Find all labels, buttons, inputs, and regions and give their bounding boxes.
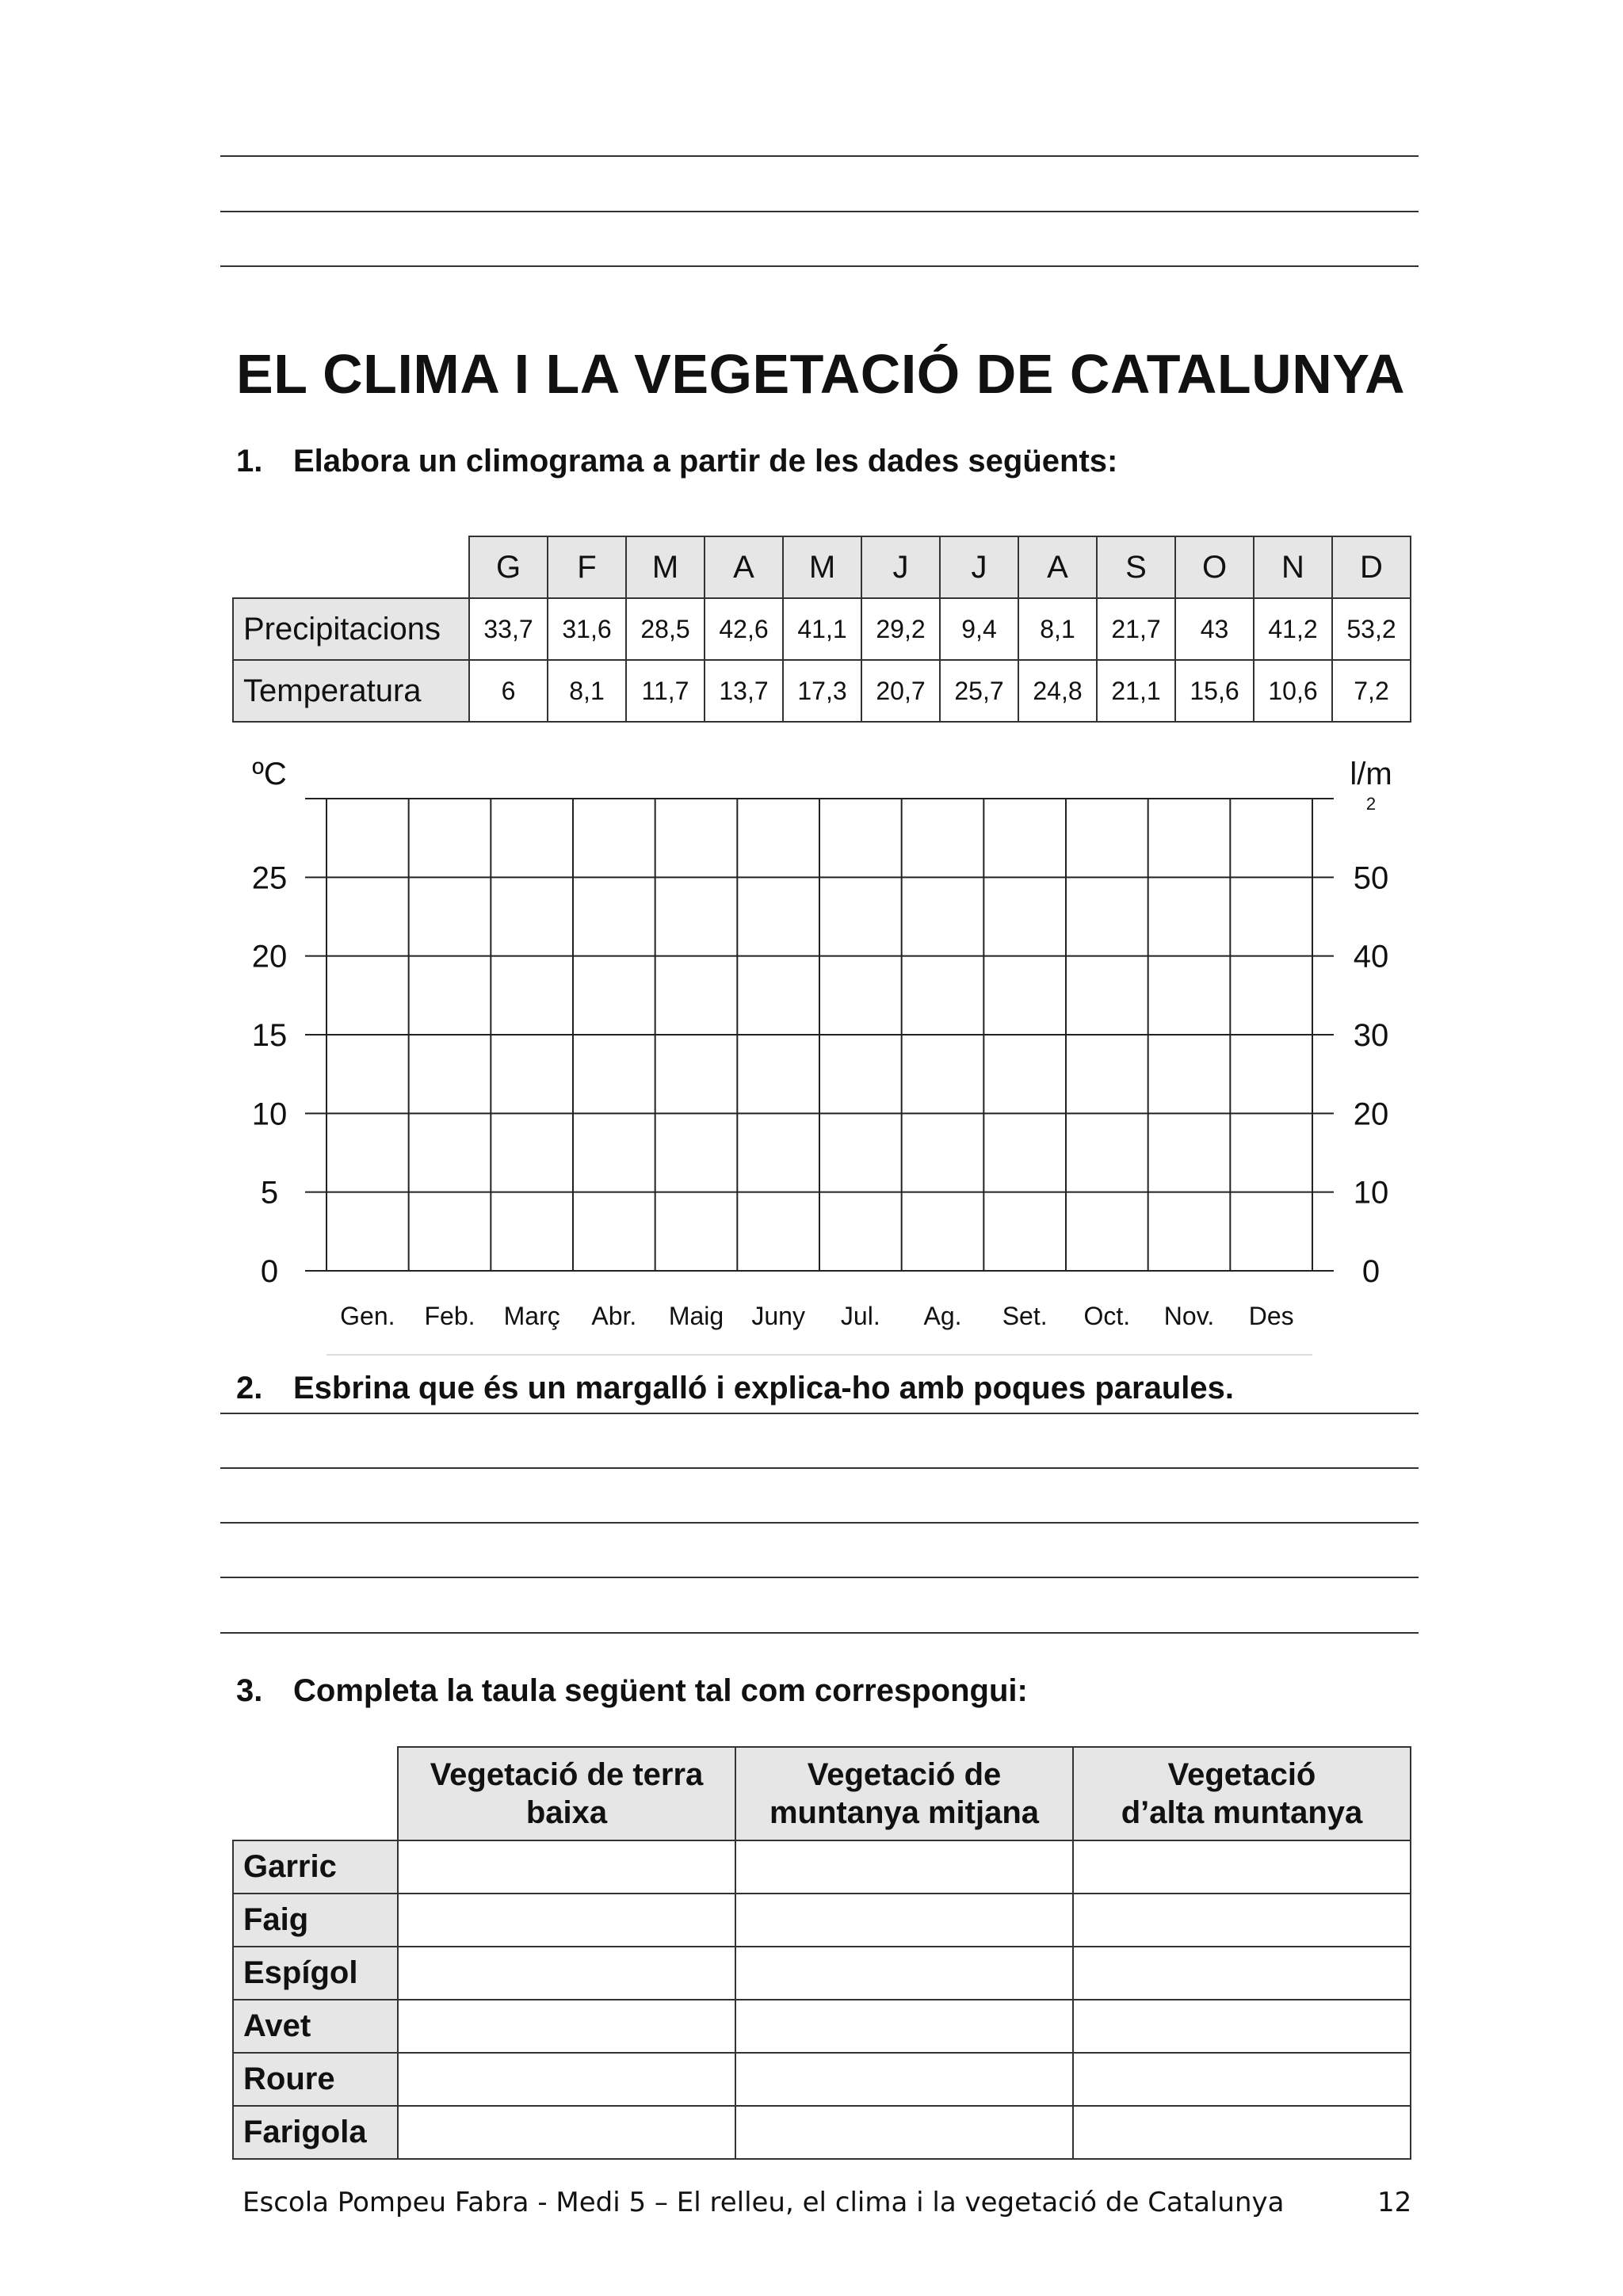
temperature-value: 10,6 — [1254, 660, 1332, 722]
writing-line — [220, 211, 1419, 212]
left-axis-unit: ºC — [252, 757, 287, 791]
x-tick-label: Juny — [751, 1302, 805, 1330]
climate-data-table — [232, 536, 1411, 723]
right-tick-label: 20 — [1353, 1097, 1389, 1132]
table-corner — [233, 536, 469, 598]
answer-line[interactable] — [220, 1413, 1419, 1414]
table-row — [233, 1894, 1411, 1947]
answer-cell[interactable] — [1073, 2106, 1411, 2159]
temperature-value: 21,1 — [1097, 660, 1175, 722]
month-cell: J — [940, 536, 1018, 598]
precipitation-value: 53,2 — [1332, 598, 1411, 660]
month-cell: A — [1018, 536, 1097, 598]
question-2-text: Esbrina que és un margalló i explica-ho amb poques paraules. — [293, 1371, 1234, 1405]
left-tick-label: 25 — [251, 860, 288, 896]
temperature-value: 6 — [469, 660, 548, 722]
x-tick-label: Oct. — [1083, 1302, 1131, 1330]
question-1-text: Elabora un climograma a partir de les dades següents: — [293, 444, 1118, 479]
temperature-value: 8,1 — [548, 660, 626, 722]
right-axis-unit-superscript: 2 — [1365, 794, 1377, 814]
header-high-mountain — [1073, 1747, 1411, 1840]
answer-cell[interactable] — [735, 2053, 1073, 2106]
header-line: d’alta muntanya — [1121, 1795, 1363, 1830]
header-line: Vegetació de — [807, 1757, 1002, 1792]
x-tick-label: Maig — [668, 1302, 724, 1330]
precipitation-value: 42,6 — [705, 598, 783, 660]
question-1 — [236, 444, 1117, 479]
x-tick-label: Març — [503, 1302, 560, 1330]
precipitation-value: 41,1 — [783, 598, 861, 660]
answer-cell[interactable] — [398, 1947, 735, 2000]
answer-cell[interactable] — [735, 1840, 1073, 1894]
month-header-row — [233, 536, 1411, 598]
plant-label: Garric — [233, 1840, 398, 1894]
temperature-value: 15,6 — [1175, 660, 1254, 722]
answer-cell[interactable] — [1073, 1840, 1411, 1894]
row-label-temperature: Temperatura — [233, 660, 469, 722]
month-cell: A — [705, 536, 783, 598]
precipitation-value: 29,2 — [861, 598, 940, 660]
temperature-value: 13,7 — [705, 660, 783, 722]
table-row — [233, 1840, 1411, 1894]
plant-label: Roure — [233, 2053, 398, 2106]
month-cell: M — [626, 536, 705, 598]
table-row — [233, 2000, 1411, 2053]
temperature-value: 20,7 — [861, 660, 940, 722]
table-row — [233, 2106, 1411, 2159]
header-line: Vegetació de terra — [430, 1757, 704, 1792]
header-mid-mountain — [735, 1747, 1073, 1840]
row-label-precipitation: Precipitacions — [233, 598, 469, 660]
answer-cell[interactable] — [735, 2000, 1073, 2053]
month-cell: S — [1097, 536, 1175, 598]
x-tick-label: Des — [1248, 1302, 1294, 1330]
vegetation-header-row — [233, 1747, 1411, 1840]
x-tick-label: Feb. — [424, 1302, 475, 1330]
page-title: EL CLIMA I LA VEGETACIÓ DE CATALUNYA — [236, 343, 1406, 405]
question-2 — [236, 1371, 1234, 1406]
precipitation-row — [233, 598, 1411, 660]
header-line: Vegetació — [1167, 1757, 1316, 1792]
month-cell: D — [1332, 536, 1411, 598]
plant-label: Avet — [233, 2000, 398, 2053]
answer-cell[interactable] — [735, 2106, 1073, 2159]
temperature-value: 25,7 — [940, 660, 1018, 722]
left-tick-label: 20 — [251, 939, 288, 974]
x-tick-label: Ag. — [923, 1302, 962, 1330]
answer-cell[interactable] — [735, 1894, 1073, 1947]
x-tick-label: Abr. — [591, 1302, 637, 1330]
table-corner — [233, 1747, 398, 1840]
plant-label: Faig — [233, 1894, 398, 1947]
temperature-value: 11,7 — [626, 660, 705, 722]
answer-cell[interactable] — [735, 1947, 1073, 2000]
right-tick-label: 50 — [1353, 860, 1389, 896]
table-row — [233, 2053, 1411, 2106]
question-3 — [236, 1673, 1028, 1709]
answer-cell[interactable] — [1073, 2000, 1411, 2053]
x-tick-label: Nov. — [1163, 1302, 1215, 1330]
precipitation-value: 8,1 — [1018, 598, 1097, 660]
right-tick-label: 10 — [1353, 1175, 1389, 1211]
month-cell: O — [1175, 536, 1254, 598]
right-axis-unit: l/m — [1350, 757, 1392, 791]
x-tick-label: Jul. — [840, 1302, 880, 1330]
left-tick-label: 10 — [251, 1097, 288, 1132]
vegetation-table — [232, 1746, 1411, 2160]
precipitation-value: 33,7 — [469, 598, 548, 660]
month-cell: M — [783, 536, 861, 598]
question-1-number: 1. — [236, 444, 263, 479]
question-3-text: Completa la taula següent tal com correspongui: — [293, 1673, 1028, 1708]
header-line: muntanya mitjana — [769, 1795, 1040, 1830]
left-tick-label: 5 — [260, 1175, 279, 1211]
answer-line[interactable] — [220, 1467, 1419, 1469]
question-3-number: 3. — [236, 1673, 263, 1708]
temperature-value: 17,3 — [783, 660, 861, 722]
answer-line[interactable] — [220, 1577, 1419, 1578]
answer-cell[interactable] — [1073, 1894, 1411, 1947]
answer-cell[interactable] — [398, 1894, 735, 1947]
answer-cell[interactable] — [1073, 2053, 1411, 2106]
temperature-value: 7,2 — [1332, 660, 1411, 722]
precipitation-value: 43 — [1175, 598, 1254, 660]
temperature-value: 24,8 — [1018, 660, 1097, 722]
month-cell: J — [861, 536, 940, 598]
page-number: 12 — [1377, 2187, 1412, 2218]
precipitation-value: 41,2 — [1254, 598, 1332, 660]
footer-text: Escola Pompeu Fabra - Medi 5 – El relleu, el clima i la vegetació de Catalunya — [242, 2187, 1285, 2218]
right-tick-label: 30 — [1353, 1018, 1389, 1053]
header-low-land — [398, 1747, 735, 1840]
table-row — [233, 1947, 1411, 2000]
right-tick-label: 40 — [1353, 939, 1389, 974]
precipitation-value: 28,5 — [626, 598, 705, 660]
left-tick-label: 0 — [260, 1254, 279, 1289]
plant-label: Espígol — [233, 1947, 398, 2000]
temperature-row — [233, 660, 1411, 722]
month-cell: G — [469, 536, 548, 598]
answer-cell[interactable] — [398, 2053, 735, 2106]
month-cell: F — [548, 536, 626, 598]
question-2-number: 2. — [236, 1371, 263, 1405]
writing-line — [220, 265, 1419, 267]
answer-cell[interactable] — [398, 1840, 735, 1894]
answer-cell[interactable] — [1073, 1947, 1411, 2000]
x-tick-label: Set. — [1002, 1302, 1048, 1330]
writing-line — [220, 155, 1419, 157]
plant-label: Farigola — [233, 2106, 398, 2159]
precipitation-value: 21,7 — [1097, 598, 1175, 660]
answer-line[interactable] — [220, 1522, 1419, 1524]
answer-cell[interactable] — [398, 2106, 735, 2159]
right-tick-label: 0 — [1361, 1254, 1381, 1289]
answer-line[interactable] — [220, 1632, 1419, 1634]
precipitation-value: 31,6 — [548, 598, 626, 660]
x-tick-label: Gen. — [340, 1302, 395, 1330]
left-tick-label: 15 — [251, 1018, 288, 1053]
header-line: baixa — [525, 1795, 608, 1830]
answer-cell[interactable] — [398, 2000, 735, 2053]
month-cell: N — [1254, 536, 1332, 598]
precipitation-value: 9,4 — [940, 598, 1018, 660]
